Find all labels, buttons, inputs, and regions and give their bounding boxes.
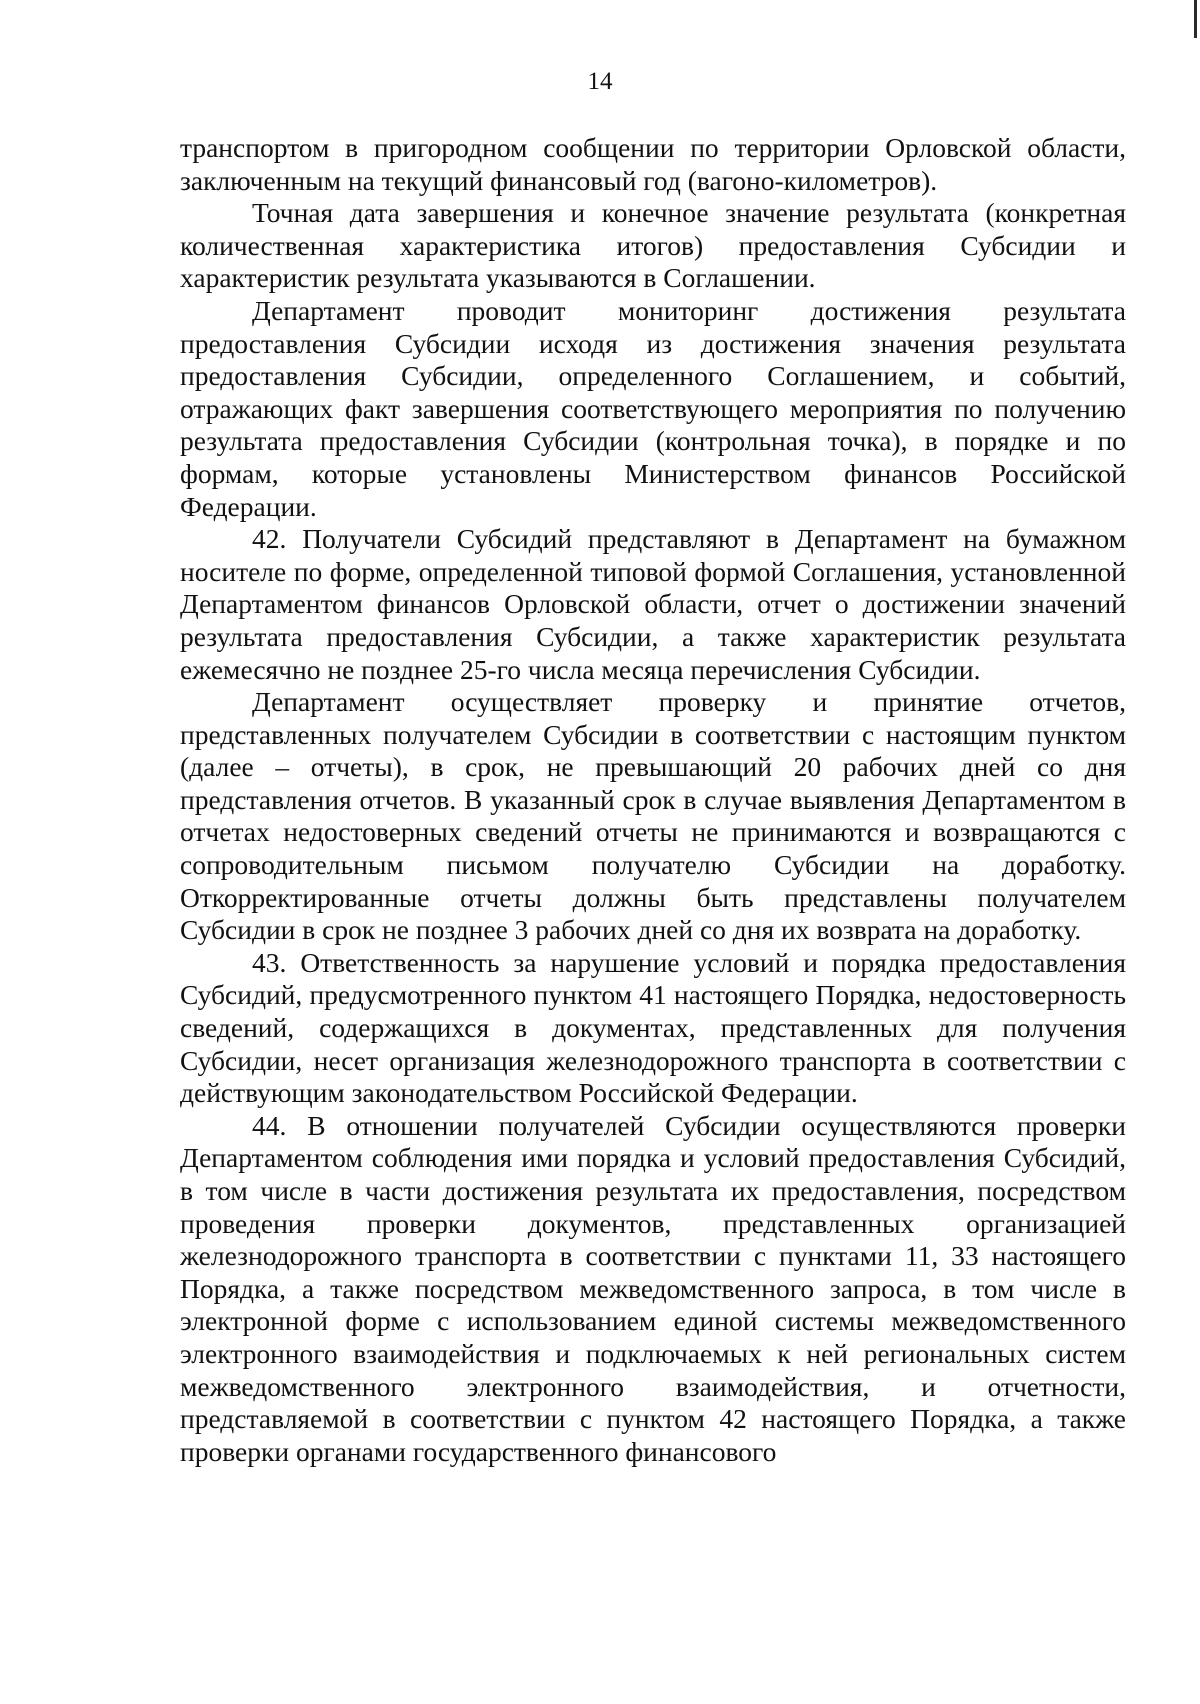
paragraph-monitoring: Департамент проводит мониторинг достижения результата предоставления Субсидии исходя из достижения значения результата предоставления Субсидии, определенного Соглашением, и событий, отражающих факт завершения соответствующего мероприятия по получению результата предоставления Субсидии (контрольная точка), в порядке и по формам, которые установлены Министерством финансов Российской Федерации.: [180, 294, 1126, 522]
paragraph-item-44: 44. В отношении получателей Субсидии осуществляются проверки Департаментом соблюдения ими порядка и условий предоставления Субсидий, в том числе в части достижения результата их предоставления, посредством проведения проверки документов, представленных организацией железнодорожного транспорта в соответствии с пунктами 11, 33 настоящего Порядка, а также посредством межведомственного запроса, в том числе в электронной форме с использованием единой системы межведомственного электронного взаимодействия и подключаемых к ней региональных систем межведомственного электронного взаимодействия, и отчетности, представляемой в соответствии с пунктом 42 настоящего Порядка, а также проверки органами государственного финансового: [180, 1109, 1126, 1467]
paragraph-continuation: транспортом в пригородном сообщении по территории Орловской области, заключенным на текущий финансовый год (вагоно-километров).: [180, 132, 1126, 196]
paragraph-item-42: 42. Получатели Субсидий представляют в Департамент на бумажном носителе по форме, определенной типовой формой Соглашения, установленной Департаментом финансов Орловской области, отчет о достижении значений результата предоставления Субсидии, а также характеристик результата ежемесячно не позднее 25-го числа месяца перечисления Субсидии.: [180, 523, 1126, 685]
page-number: 14: [587, 68, 613, 95]
paragraph-result-date: Точная дата завершения и конечное значение результата (конкретная количественная характеристика итогов) предоставления Субсидии и характеристик результата указываются в Соглашении.: [180, 197, 1126, 294]
scan-edge-mark: [1194, 0, 1197, 38]
document-body: [180, 132, 1126, 1468]
paragraph-item-43: 43. Ответственность за нарушение условий и порядка предоставления Субсидий, предусмотренного пунктом 41 настоящего Порядка, недостоверность сведений, содержащихся в документах, представленных для получения Субсидии, несет организация железнодорожного транспорта в соответствии с действующим законодательством Российской Федерации.: [180, 946, 1126, 1109]
paragraph-report-check: Департамент осуществляет проверку и принятие отчетов, представленных получателем Субсидии в соответствии с настоящим пунктом (далее – отчеты), в срок, не превышающий 20 рабочих дней со дня представления отчетов. В указанный срок в случае выявления Департаментом в отчетах недостоверных сведений отчеты не принимаются и возвращаются с сопроводительным письмом получателю Субсидии на доработку. Откорректированные отчеты должны быть представлены получателем Субсидии в срок не позднее 3 рабочих дней со дня их возврата на доработку.: [180, 686, 1126, 946]
